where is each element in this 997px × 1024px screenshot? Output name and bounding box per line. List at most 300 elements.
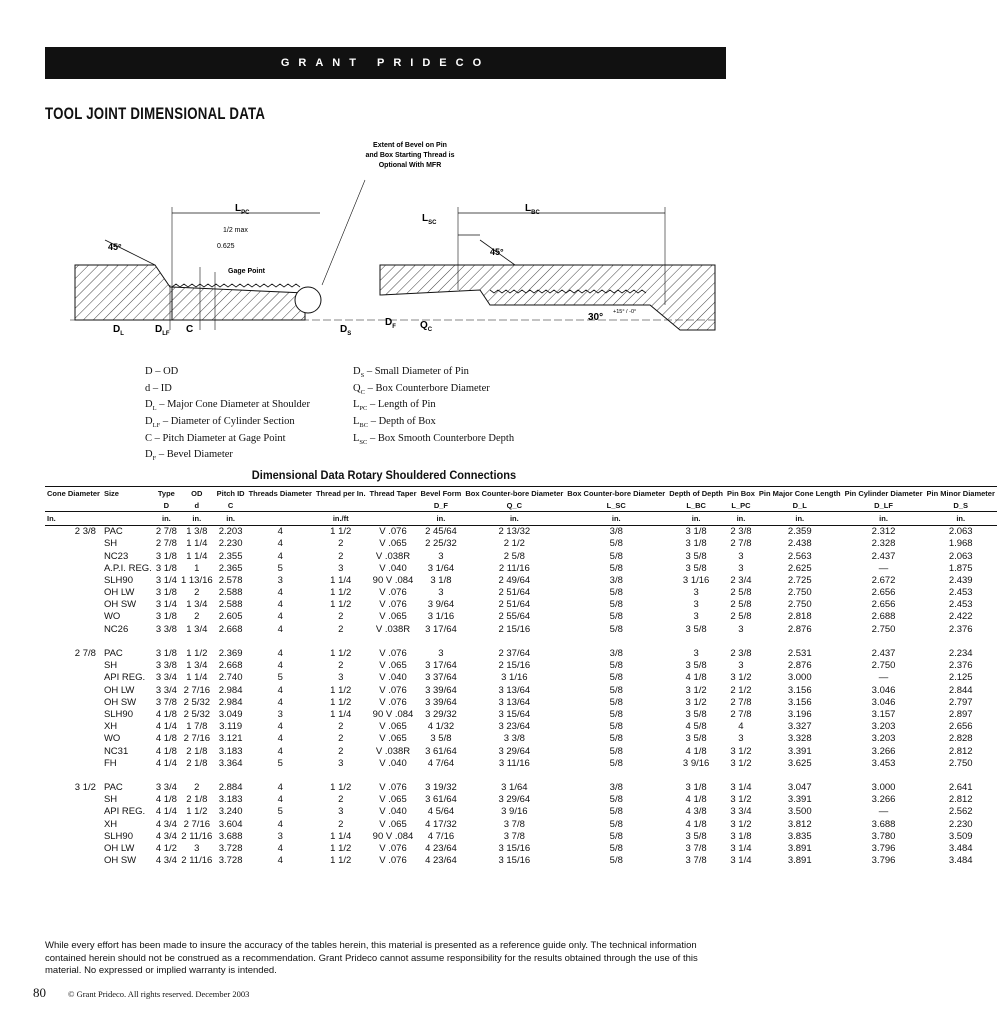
column-symbol xyxy=(314,499,368,512)
table-cell: 1 3/8 xyxy=(186,526,208,538)
table-cell: 2 xyxy=(338,745,344,757)
table-cell: 2 xyxy=(338,721,344,733)
table-cell: 2 51/64 xyxy=(498,587,531,599)
table-cell: 3 5/8 xyxy=(685,550,707,562)
table-cell: 2.437 xyxy=(871,648,896,660)
table-cell: 3 3/8 xyxy=(155,623,177,635)
column-symbol: Q_C xyxy=(463,499,565,512)
table-cell: 2.812 xyxy=(948,794,973,806)
table-cell: 4 xyxy=(277,611,283,623)
table-cell: 2 13/32 xyxy=(498,526,531,538)
cone-diameter-cell xyxy=(45,855,102,867)
table-cell: OH LW xyxy=(103,587,135,599)
table-cell: 3 23/64 xyxy=(498,721,531,733)
table-cell: 4 xyxy=(277,782,283,794)
table-row xyxy=(45,745,997,757)
table-cell: 2.230 xyxy=(218,538,243,550)
table-cell: 2.328 xyxy=(871,538,896,550)
table-cell: V .076 xyxy=(379,782,407,794)
table-cell: 3.183 xyxy=(218,794,243,806)
cone-diameter-cell xyxy=(45,708,102,720)
table-cell: 2 49/64 xyxy=(498,574,531,586)
table-cell: 2 11/16 xyxy=(181,830,213,842)
table-cell: 3 1/8 xyxy=(685,526,707,538)
table-cell: 4 xyxy=(277,684,283,696)
table-cell: 3 1/8 xyxy=(155,587,177,599)
table-cell: 3/8 xyxy=(609,648,623,660)
table-cell: 4 xyxy=(277,599,283,611)
table-row xyxy=(45,550,997,562)
table-cell: V .040 xyxy=(379,562,407,574)
table-cell: 3 xyxy=(438,648,444,660)
table-cell: 3 1/8 xyxy=(155,648,177,660)
table-cell: — xyxy=(878,562,889,574)
table-cell: 5/8 xyxy=(609,696,623,708)
table-cell: 2.437 xyxy=(871,550,896,562)
column-header: OD xyxy=(179,487,215,500)
table-cell: 3/8 xyxy=(609,782,623,794)
table-cell: 2.376 xyxy=(948,623,973,635)
cone-diameter-cell xyxy=(45,660,102,672)
table-cell: 4 7/16 xyxy=(427,830,455,842)
table-cell: 5/8 xyxy=(609,733,623,745)
dl-label: D xyxy=(113,324,121,335)
column-header: Pitch ID xyxy=(215,487,247,500)
lsc-sub: SC xyxy=(428,220,437,226)
table-cell: 3 29/64 xyxy=(498,745,531,757)
table-cell: 4 xyxy=(738,721,744,733)
table-cell: 2 3/4 xyxy=(730,574,752,586)
table-cell: 3 5/8 xyxy=(430,733,452,745)
table-row xyxy=(45,708,997,720)
gage-point-label: Gage Point xyxy=(228,268,265,275)
table-cell: 3 1/2 xyxy=(730,818,752,830)
column-symbol: D_S xyxy=(925,499,997,512)
table-cell: 4 3/4 xyxy=(155,855,177,867)
table-cell: 3.364 xyxy=(218,757,243,769)
ds-label: D xyxy=(340,324,348,335)
table-cell: 2 11/16 xyxy=(498,562,530,574)
table-cell: V .065 xyxy=(379,611,407,623)
table-cell: PAC xyxy=(103,526,123,538)
table-cell: 4 xyxy=(277,745,283,757)
table-cell: 3 17/64 xyxy=(425,623,457,635)
table-cell: 2 37/64 xyxy=(498,648,531,660)
cone-diameter-cell xyxy=(45,562,102,574)
table-cell: NC23 xyxy=(103,550,129,562)
qc-label: Q xyxy=(420,320,428,331)
table-cell: 4 xyxy=(277,648,283,660)
table-cell: V .038R xyxy=(375,745,411,757)
column-unit: in. xyxy=(667,512,725,525)
table-cell: 2 15/16 xyxy=(498,623,531,635)
table-cell: XH xyxy=(103,721,118,733)
cone-diameter-cell xyxy=(45,721,102,733)
column-unit: in. xyxy=(179,512,215,525)
table-cell: 2 55/64 xyxy=(498,611,531,623)
table-cell: 3 15/16 xyxy=(498,843,531,855)
table-cell: 3 xyxy=(693,587,699,599)
bevel-note-line-2: and Box Starting Thread is xyxy=(365,152,455,159)
table-cell: 2.750 xyxy=(948,757,973,769)
table-cell: SLH90 xyxy=(103,708,133,720)
cone-diameter-cell xyxy=(45,684,102,696)
table-cell: 1 1/2 xyxy=(330,696,352,708)
lbc-sub: BC xyxy=(531,210,540,216)
c-label: C xyxy=(186,324,194,335)
table-cell: 1 1/4 xyxy=(186,538,208,550)
table-cell: 2.797 xyxy=(948,696,973,708)
table-cell: 4 3/4 xyxy=(155,818,177,830)
lpc-label: L xyxy=(235,203,242,214)
table-cell: 3 13/64 xyxy=(498,684,531,696)
table-cell: NC26 xyxy=(103,623,129,635)
table-cell: 3 1/16 xyxy=(501,672,528,684)
table-cell: 2.897 xyxy=(948,708,973,720)
table-cell: 3.728 xyxy=(218,843,243,855)
angle-left-label: 45° xyxy=(108,242,122,252)
table-row xyxy=(45,818,997,830)
table-cell: 3 xyxy=(738,562,744,574)
table-cell: 4 1/8 xyxy=(685,745,707,757)
table-cell: 90 V .084 xyxy=(372,574,414,586)
svg-text:DF xyxy=(385,317,396,330)
table-cell: 5/8 xyxy=(609,745,623,757)
df-sub: F xyxy=(392,324,396,330)
column-unit xyxy=(368,512,419,525)
cone-diameter-cell xyxy=(45,611,102,623)
table-cell: 4 xyxy=(277,818,283,830)
table-cell: 5/8 xyxy=(609,672,623,684)
table-cell: 3 11/16 xyxy=(498,757,530,769)
bevel-note-line-1: Extent of Bevel on Pin xyxy=(373,142,447,149)
table-cell: 5/8 xyxy=(609,684,623,696)
table-cell: 3 xyxy=(738,733,744,745)
table-cell: 2.656 xyxy=(871,599,896,611)
legend-row: $D_L$ – Major Cone Diameter at Shoulder xyxy=(145,399,310,413)
legend-row: $L_{BC}$ – Depth of Box xyxy=(353,416,436,430)
table-cell: 2 25/32 xyxy=(425,538,457,550)
table-cell: 2 11/16 xyxy=(181,855,213,867)
table-cell: 2.812 xyxy=(948,745,973,757)
table-cell: V .065 xyxy=(379,818,407,830)
dlf-label: D xyxy=(155,324,163,335)
brand-banner xyxy=(45,47,726,79)
column-header: Box Counter-bore Diameter xyxy=(565,487,667,500)
cone-diameter-cell xyxy=(45,599,102,611)
table-row xyxy=(45,599,997,611)
table-cell: 5/8 xyxy=(609,550,623,562)
table-cell: 3 5/8 xyxy=(685,623,707,635)
table-cell: 3.812 xyxy=(787,818,812,830)
column-unit xyxy=(247,512,314,525)
df-label: D xyxy=(385,317,393,328)
table-cell: 4 5/64 xyxy=(427,806,455,818)
table-cell: V .038R xyxy=(375,550,411,562)
table-cell: WO xyxy=(103,733,121,745)
legend-right xyxy=(353,366,514,449)
table-cell: 3.391 xyxy=(787,794,812,806)
column-symbol: D_F xyxy=(419,499,464,512)
table-cell: 3.046 xyxy=(871,684,896,696)
table-cell: 5/8 xyxy=(609,599,623,611)
table-cell: 2.063 xyxy=(948,526,973,538)
table-cell: 4 3/8 xyxy=(685,806,707,818)
lsc-label: L xyxy=(422,213,429,224)
table-cell: 1 1/2 xyxy=(330,684,352,696)
table-cell: 3 3/4 xyxy=(155,684,177,696)
table-cell: 3 1/2 xyxy=(730,672,752,684)
table-row xyxy=(45,782,997,794)
qc-sub: C xyxy=(427,327,433,333)
table-cell: 2 5/32 xyxy=(183,708,211,720)
legend-row: $L_{SC}$ – Box Smooth Counterbore Depth xyxy=(353,432,515,446)
svg-text:LBC xyxy=(525,203,540,216)
separator-cell xyxy=(45,769,997,781)
table-cell: 3.046 xyxy=(871,696,896,708)
table-cell: 3.688 xyxy=(871,818,896,830)
table-row xyxy=(45,684,997,696)
table-cell: 2.641 xyxy=(948,782,973,794)
angle-30-label: 30° xyxy=(588,312,604,323)
table-cell: 3 61/64 xyxy=(425,794,457,806)
table-cell: 2 51/64 xyxy=(498,599,531,611)
table-cell: 5/8 xyxy=(609,855,623,867)
table-cell: 3.509 xyxy=(948,830,973,842)
table-cell: 2.453 xyxy=(948,587,973,599)
table-cell: 3 1/8 xyxy=(730,830,752,842)
table-cell: 3.891 xyxy=(787,843,812,855)
table-cell: 2.063 xyxy=(948,550,973,562)
table-cell: SH xyxy=(103,538,118,550)
column-symbol: D_L xyxy=(757,499,843,512)
table-cell: 4 1/8 xyxy=(155,745,177,757)
table-cell: 3 1/2 xyxy=(730,745,752,757)
dim-0625-label: 0.625 xyxy=(217,243,235,250)
table-cell: V .076 xyxy=(379,526,407,538)
lpc-sub: PC xyxy=(241,210,250,216)
table-cell: 5/8 xyxy=(609,794,623,806)
copyright: © Grant Prideco. All rights reserved. December 2003 xyxy=(68,989,250,999)
column-header: Threads Diameter xyxy=(247,487,314,500)
cone-diameter-cell xyxy=(45,830,102,842)
table-cell: 3.728 xyxy=(218,855,243,867)
table-cell: 1 1/2 xyxy=(330,587,352,599)
table-cell: V .076 xyxy=(379,843,407,855)
legend-row: d – ID xyxy=(145,382,172,394)
table-cell: 2.984 xyxy=(218,696,243,708)
separator-cell xyxy=(45,635,997,647)
table-cell: 4 xyxy=(277,550,283,562)
table-cell: 4 1/8 xyxy=(155,794,177,806)
table-cell: 2.668 xyxy=(218,623,243,635)
table-cell: 1 3/4 xyxy=(186,660,208,672)
table-cell: 2 1/8 xyxy=(186,757,208,769)
table-row xyxy=(45,794,997,806)
table-row xyxy=(45,696,997,708)
table-cell: 3 7/8 xyxy=(503,818,525,830)
table-cell: 2.230 xyxy=(948,818,973,830)
table-cell: 3 xyxy=(338,562,344,574)
table-cell: OH SW xyxy=(103,855,137,867)
table-cell: 5/8 xyxy=(609,843,623,855)
column-symbol: L_BC xyxy=(667,499,725,512)
svg-text:DLF xyxy=(155,324,170,337)
table-cell: 3 xyxy=(277,830,283,842)
table-cell: 2.750 xyxy=(787,599,812,611)
table-units-row xyxy=(45,512,997,525)
table-cell: 3 1/4 xyxy=(730,855,752,867)
table-cell: 2.740 xyxy=(218,672,243,684)
table-cell: 2 7/8 xyxy=(730,708,752,720)
page-number: 80 xyxy=(33,985,46,1000)
table-cell: 4 1/8 xyxy=(685,818,707,830)
tool-joint-diagram xyxy=(60,135,720,360)
table-cell: 4 1/8 xyxy=(155,708,177,720)
table-cell: 3 1/2 xyxy=(685,696,707,708)
column-unit: in. xyxy=(215,512,247,525)
table-cell: 3.796 xyxy=(871,843,896,855)
table-cell: 4 xyxy=(277,623,283,635)
table-cell: 4 xyxy=(277,843,283,855)
table-cell: 3 5/8 xyxy=(685,562,707,574)
table-row xyxy=(45,574,997,586)
table-cell: 3 xyxy=(438,587,444,599)
table-cell: 3 3/4 xyxy=(730,806,752,818)
table-cell: 3 15/64 xyxy=(498,708,531,720)
table-cell: 3 3/4 xyxy=(155,672,177,684)
dlf-sub: LF xyxy=(162,331,170,337)
cone-diameter-cell xyxy=(45,574,102,586)
table-cell: 3 29/32 xyxy=(425,708,457,720)
table-cell: 2 xyxy=(338,794,344,806)
legend-row: $L_{PC}$ – Length of Pin xyxy=(353,399,436,413)
table-cell: 3 1/8 xyxy=(155,550,177,562)
table-cell: V .040 xyxy=(379,806,407,818)
table-cell: V .040 xyxy=(379,672,407,684)
table-cell: WO xyxy=(103,611,121,623)
table-cell: 3.484 xyxy=(948,843,973,855)
table-cell: 2 xyxy=(338,733,344,745)
table-cell: 4 1/4 xyxy=(155,806,177,818)
table-cell: 90 V .084 xyxy=(372,830,414,842)
table-cell: 5/8 xyxy=(609,538,623,550)
column-symbol: D_LF xyxy=(843,499,925,512)
table-cell: V .076 xyxy=(379,684,407,696)
page-footer xyxy=(33,985,249,1001)
table-cell: 2 xyxy=(194,611,200,623)
cone-diameter-cell xyxy=(45,587,102,599)
table-cell: 2 7/8 xyxy=(730,696,752,708)
column-symbol: L_SC xyxy=(565,499,667,512)
table-cell: 3.203 xyxy=(871,721,896,733)
table-cell: 2 45/64 xyxy=(425,526,457,538)
table-cell: 3.183 xyxy=(218,745,243,757)
table-cell: 5 xyxy=(277,672,283,684)
table-cell: 2 7/16 xyxy=(183,733,211,745)
table-cell: 2 7/8 xyxy=(155,526,177,538)
table-header-row xyxy=(45,487,997,500)
table-cell: 3 1/8 xyxy=(155,562,177,574)
table-cell: 3 1/4 xyxy=(730,843,752,855)
table-cell: 2.203 xyxy=(218,526,243,538)
table-row xyxy=(45,525,997,538)
table-cell: 5/8 xyxy=(609,830,623,842)
table-cell: 2.563 xyxy=(787,550,812,562)
table-cell: 4 xyxy=(277,855,283,867)
table-cell: XH xyxy=(103,818,118,830)
table-cell: 2.876 xyxy=(787,623,812,635)
table-cell: 3 xyxy=(693,648,699,660)
table-cell: V .065 xyxy=(379,660,407,672)
table-cell: 2 xyxy=(338,818,344,830)
table-cell: 5/8 xyxy=(609,721,623,733)
table-cell: 3 9/64 xyxy=(427,599,455,611)
table-cell: 3.049 xyxy=(218,708,243,720)
table-cell: 2 xyxy=(338,623,344,635)
table-cell: 3 1/4 xyxy=(730,782,752,794)
table-cell: V .076 xyxy=(379,855,407,867)
table-cell: 1.875 xyxy=(948,562,973,574)
column-unit: in. xyxy=(154,512,179,525)
table-cell: 3.266 xyxy=(871,794,896,806)
column-unit: In. xyxy=(45,512,102,525)
table-cell: 4 xyxy=(277,660,283,672)
cone-diameter-cell: 2 3/8 xyxy=(74,526,96,538)
column-header: Pin Minor Diameter xyxy=(925,487,997,500)
table-cell: 3.203 xyxy=(871,733,896,745)
table-row xyxy=(45,842,997,854)
table-cell: 3 7/8 xyxy=(685,843,707,855)
table-symbol-row xyxy=(45,499,997,512)
table-cell: 4 1/8 xyxy=(685,672,707,684)
table-cell: 3 5/8 xyxy=(685,708,707,720)
table-cell: 3 7/8 xyxy=(155,696,177,708)
cone-diameter-cell: 3 1/2 xyxy=(74,782,96,794)
table-cell: 2.312 xyxy=(871,526,896,538)
table-cell: V .076 xyxy=(379,696,407,708)
table-cell: 5/8 xyxy=(609,587,623,599)
table-cell: 3 5/8 xyxy=(685,660,707,672)
table-cell: 2.125 xyxy=(948,672,973,684)
table-cell: 3/8 xyxy=(609,526,623,538)
legend-row: $D_F$ – Bevel Diameter xyxy=(145,449,233,463)
table-row xyxy=(45,587,997,599)
table-cell: 2 5/8 xyxy=(730,587,752,599)
table-cell: 3 39/64 xyxy=(425,684,457,696)
table-cell: 2 5/8 xyxy=(503,550,525,562)
table-cell: 3 1/4 xyxy=(155,599,177,611)
column-unit: in. xyxy=(925,512,997,525)
column-symbol: L_PC xyxy=(725,499,757,512)
table-cell: 2.531 xyxy=(787,648,812,660)
table-cell: 2.369 xyxy=(218,648,243,660)
table-cell: 2 1/8 xyxy=(186,794,208,806)
column-header: Pin Cylinder Diameter xyxy=(843,487,925,500)
table-cell: 3 xyxy=(194,843,200,855)
table-cell: 2 1/2 xyxy=(730,684,752,696)
table-cell: 2 7/8 xyxy=(155,538,177,550)
table-cell: 2.876 xyxy=(787,660,812,672)
table-cell: 1 13/16 xyxy=(180,574,213,586)
table-cell: 3.780 xyxy=(871,830,896,842)
table-row xyxy=(45,660,997,672)
table-cell: 3 17/64 xyxy=(425,660,457,672)
table-cell: 2 7/8 xyxy=(730,538,752,550)
table-cell: 2.750 xyxy=(871,660,896,672)
table-cell: 3.453 xyxy=(871,757,896,769)
table-cell: 1 1/4 xyxy=(330,708,352,720)
